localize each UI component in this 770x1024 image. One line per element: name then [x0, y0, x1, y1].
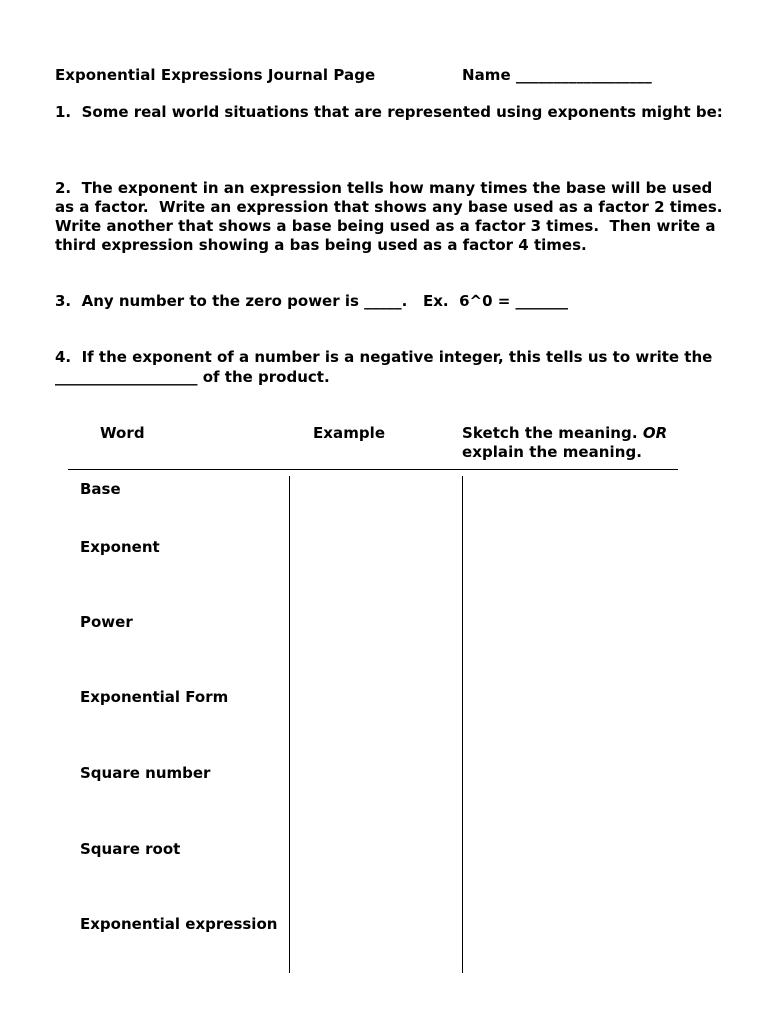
row-word-exponent: Exponent	[80, 538, 160, 556]
page-title: Exponential Expressions Journal Page	[55, 66, 376, 84]
question-2-line-2: as a factor. Write an expression that shows any base used as a factor 2 times.	[55, 198, 723, 216]
question-2-line-4: third expression showing a bas being used as a factor 4 times.	[55, 236, 587, 254]
row-word-exponential-form: Exponential Form	[80, 688, 229, 706]
column-header-sketch-text: Sketch the meaning.	[462, 424, 643, 442]
question-4-line-1: 4. If the exponent of a number is a negative integer, this tells us to write the	[55, 348, 713, 366]
row-word-square-root: Square root	[80, 840, 181, 858]
column-header-example: Example	[313, 424, 386, 442]
column-header-or: OR	[642, 424, 668, 442]
row-word-base: Base	[80, 480, 121, 498]
row-word-exponential-expression: Exponential expression	[80, 915, 278, 933]
question-3: 3. Any number to the zero power is _____. Ex. 6^0 = _______	[55, 292, 569, 310]
row-word-power: Power	[80, 613, 133, 631]
question-4-line-2: ___________________ of the product.	[55, 368, 330, 386]
question-1: 1. Some real world situations that are represented using exponents might be:	[55, 103, 723, 121]
table-header-divider	[68, 469, 678, 470]
name-field-label: Name __________________	[462, 66, 652, 84]
question-2-line-1: 2. The exponent in an expression tells how many times the base will be used	[55, 179, 713, 197]
question-2-line-3: Write another that shows a base being used as a factor 3 times. Then write a	[55, 217, 716, 235]
column-header-sketch	[462, 424, 667, 443]
row-word-square-number: Square number	[80, 764, 211, 782]
column-divider-2	[462, 476, 463, 973]
column-header-word: Word	[100, 424, 145, 442]
column-divider-1	[289, 476, 290, 973]
column-header-explain: explain the meaning.	[462, 443, 642, 461]
